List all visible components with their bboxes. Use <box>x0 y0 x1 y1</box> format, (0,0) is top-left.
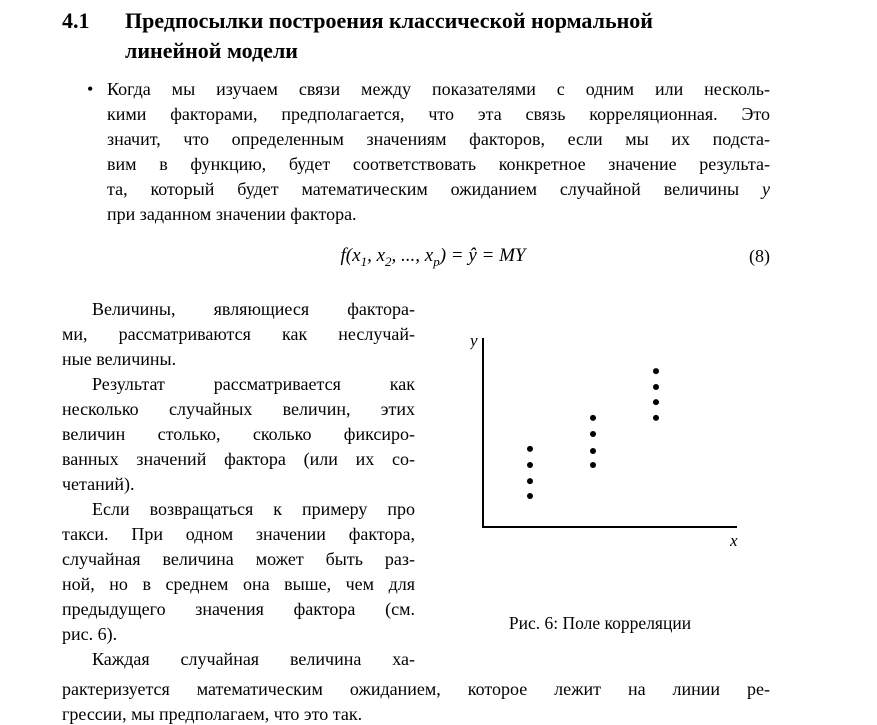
bottom-paragraph: рактеризуется математическим ожиданием, которое лежит на линии ре- грессии, мы предполагаем, что это так. <box>62 679 770 724</box>
scatter-point <box>590 448 596 454</box>
two-column-region <box>62 297 770 697</box>
scatter-point <box>527 446 533 452</box>
correlation-figure <box>470 330 770 560</box>
scatter-points <box>527 368 659 499</box>
scatter-point <box>590 415 596 421</box>
bullet-text: Когда мы изучаем связи между показателями с одним или несколь- кими факторами, предполагается, что эта связь корреляционная. Это значит, что определенным значениям факторов, если мы их подста- вим в функцию, будет соответствовать конкретное значение результа- та, который будет математическим ожиданием случайной величины y при заданном значении фактора. <box>107 79 770 224</box>
section-number: 4.1 <box>62 8 90 33</box>
section-heading <box>62 6 653 66</box>
scatter-point <box>590 462 596 468</box>
scatter-point <box>527 478 533 484</box>
paragraph: Результат рассматривается как несколько случайных величин, этих величин столько, сколько фиксиро- ванных значений фактора (или их со- четаний). <box>62 374 415 494</box>
paragraph: Величины, являющиеся фактора- ми, рассматриваются как неслучай- ные величины. <box>62 299 415 369</box>
figure-caption: Рис. 6: Поле корреляции <box>508 613 692 633</box>
scatter-point <box>653 415 659 421</box>
bullet-icon: • <box>87 79 94 99</box>
y-axis-label: y <box>470 331 478 350</box>
equation-formula: $f(x_1$, $x_2$, ..., $x_p$) = ŷ = MY <box>340 245 526 269</box>
scatter-point <box>527 493 533 499</box>
figure-column <box>415 297 770 697</box>
scatter-point <box>653 399 659 405</box>
bullet-item <box>87 77 770 227</box>
equation-block <box>62 243 770 269</box>
scatter-point <box>653 384 659 390</box>
scatter-point <box>590 431 596 437</box>
paragraph: Если возвращаться к примеру про такси. При одном значении фактора, случайная величина может быть раз- ной, но в среднем она выше, чем для предыдущего значения фактора (см. рис. 6). <box>62 499 415 644</box>
paragraph: Каждая случайная величина ха- <box>92 649 415 669</box>
section-title: Предпосылки построения классической нормальной линейной модели <box>125 8 653 63</box>
left-text-column <box>62 297 415 697</box>
scatter-point <box>527 462 533 468</box>
x-axis-label: x <box>730 531 738 550</box>
equation-number: (8) <box>749 246 770 266</box>
scatter-point <box>653 368 659 374</box>
